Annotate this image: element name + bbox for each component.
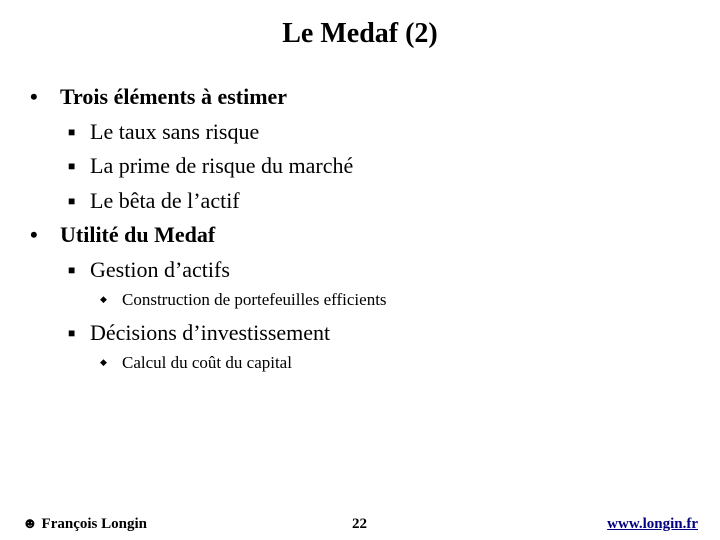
- bullet-text: Le bêta de l’actif: [90, 188, 240, 213]
- diamond-bullet-icon: ◆: [100, 357, 107, 367]
- bullet-item-level2: [68, 119, 259, 145]
- bullet-text: Gestion d’actifs: [90, 257, 230, 282]
- bullet-item-level2: [68, 188, 240, 214]
- bullet-text: Calcul du coût du capital: [122, 353, 292, 372]
- bullet-item-level3: [100, 290, 387, 310]
- bullet-text: Trois éléments à estimer: [60, 84, 288, 109]
- bullet-text: Utilité du Medaf: [60, 222, 216, 247]
- bullet-item-level2: [68, 257, 230, 283]
- footer-website-link[interactable]: www.longin.fr: [607, 516, 698, 532]
- diamond-bullet-icon: ◆: [100, 294, 107, 304]
- footer-author: ☻ François Longin: [22, 516, 147, 532]
- bullet-dot-icon: •: [30, 84, 38, 109]
- bullet-text: Le taux sans risque: [90, 119, 260, 144]
- square-bullet-icon: ■: [68, 194, 76, 208]
- bullet-text: Décisions d’investissement: [90, 320, 331, 345]
- square-bullet-icon: ■: [68, 125, 76, 139]
- bullet-item-level1: [30, 222, 215, 248]
- bullet-text: La prime de risque du marché: [90, 153, 354, 178]
- footer-page-number: 22: [352, 516, 367, 532]
- square-bullet-icon: ■: [68, 263, 76, 277]
- square-bullet-icon: ■: [68, 159, 76, 173]
- bullet-text: Construction de portefeuilles efficients: [122, 290, 387, 309]
- square-bullet-icon: ■: [68, 326, 76, 340]
- bullet-dot-icon: •: [30, 222, 38, 247]
- bullet-item-level2: [68, 320, 330, 346]
- slide-title: Le Medaf (2): [282, 18, 438, 49]
- bullet-item-level2: [68, 153, 353, 179]
- bullet-item-level1: [30, 84, 287, 110]
- bullet-item-level3: [100, 353, 292, 373]
